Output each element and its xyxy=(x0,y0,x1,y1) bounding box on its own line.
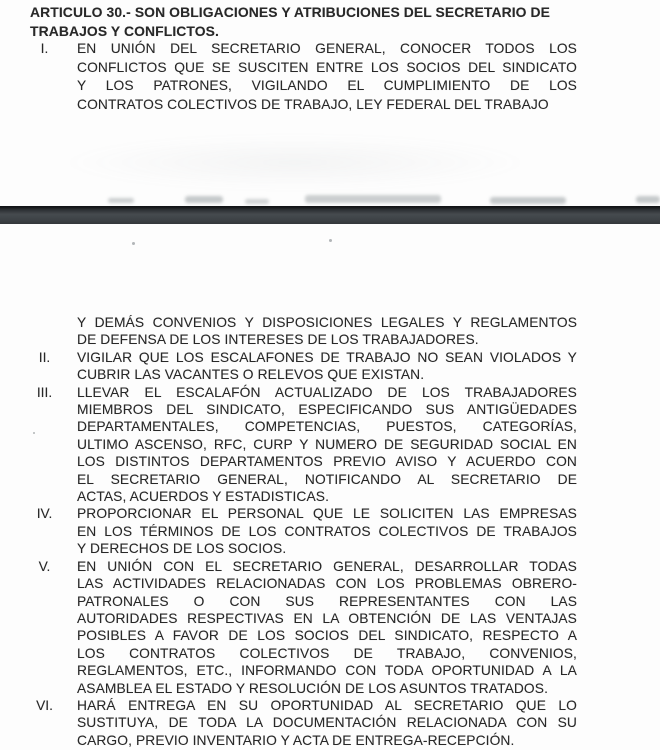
text-line: Y LOS PATRONES, VIGILANDO EL CUMPLIMIENTO DE LOS xyxy=(77,78,577,94)
article-title-line-1: ARTICULO 30.- SON OBLIGACIONES Y ATRIBUCIONES DEL SECRETARIO DE xyxy=(30,4,551,20)
obligation-item-IV xyxy=(30,505,660,557)
text-line: LOS DISTINTOS DEPARTAMENTOS PREVIO AVISO Y ACUERDO CON xyxy=(77,454,577,470)
item-paragraph xyxy=(77,558,577,697)
scan-smudge xyxy=(636,196,660,203)
scan-speck xyxy=(132,242,135,245)
scan-smudge xyxy=(108,198,134,203)
text-line: EN UNIÓN CON EL SECRETARIO GENERAL, DESARROLLAR TODAS xyxy=(77,558,577,574)
item-paragraph xyxy=(77,697,577,749)
text-line: DEPARTAMENTALES, COMPETENCIAS, PUESTOS, CATEGORÍAS, xyxy=(77,419,577,435)
obligation-item-VI xyxy=(30,697,660,749)
text-line: Y DEMÁS CONVENIOS Y DISPOSICIONES LEGALES Y REGLAMENTOS xyxy=(77,315,577,330)
item-numeral: V. xyxy=(38,558,51,574)
obligation-item-I-continuation xyxy=(30,314,660,349)
scan-smudge xyxy=(245,199,269,204)
text-line: EN UNIÓN DEL SECRETARIO GENERAL, CONOCER TODOS LOS xyxy=(77,41,577,57)
text-line: MIEMBROS DEL SINDICATO, ESPECIFICANDO SUS ANTIGÜEDADES xyxy=(77,402,577,418)
item-numeral: III. xyxy=(36,384,53,400)
text-line: CARGO, PREVIO INVENTARIO Y ACTA DE ENTREGA-RECEPCIÓN. xyxy=(77,732,515,748)
item-numeral: VI. xyxy=(36,697,53,713)
page2-content xyxy=(30,314,660,749)
text-line: HARÁ ENTREGA EN SU OPORTUNIDAD AL SECRETARIO QUE LO xyxy=(77,697,577,713)
item-numeral: I. xyxy=(40,41,49,57)
text-line: DE DEFENSA DE LOS INTERESES DE LOS TRABAJADORES. xyxy=(77,332,479,348)
text-line: POSIBLES A FAVOR DE LOS SOCIOS DEL SINDICATO, RESPECTO A xyxy=(77,628,577,644)
text-line: CONFLICTOS QUE SE SUSCITEN ENTRE LOS SOCIOS DEL SINDICATO xyxy=(77,59,577,75)
article-title-line-2: TRABAJOS Y CONFLICTOS. xyxy=(30,22,219,39)
text-line: CONTRATOS COLECTIVOS DE TRABAJO, LEY FEDERAL DEL TRABAJO xyxy=(77,96,549,112)
scan-smudge xyxy=(490,197,566,204)
text-line: EL SECRETARIO GENERAL, NOTIFICANDO AL SECRETARIO DE xyxy=(77,471,577,487)
scan-noise-cloud xyxy=(60,135,530,190)
scan-smudge xyxy=(185,196,223,203)
text-line: EN LOS TÉRMINOS DE LOS CONTRATOS COLECTIVOS DE TRABAJOS xyxy=(77,523,577,539)
obligation-item-I xyxy=(30,40,660,114)
page-break-band xyxy=(0,206,660,224)
text-line: LAS ACTIVIDADES RELACIONADAS CON LOS PROBLEMAS OBRERO- xyxy=(77,576,577,592)
obligation-item-II xyxy=(30,349,660,384)
scan-smudge xyxy=(305,195,441,203)
page1-content xyxy=(30,3,660,115)
scan-speck xyxy=(329,239,332,242)
item-paragraph xyxy=(77,505,577,557)
item-numeral: IV. xyxy=(36,506,53,522)
text-line: AUTORIDADES RESPECTIVAS EN LA OBTENCIÓN DE LAS VENTAJAS xyxy=(77,610,577,626)
text-line: Y DERECHOS DE LOS SOCIOS. xyxy=(77,541,287,557)
text-line: ULTIMO ASCENSO, RFC, CURP Y NUMERO DE SEGURIDAD SOCIAL EN xyxy=(77,436,577,452)
item-paragraph xyxy=(77,349,577,384)
obligation-item-III xyxy=(30,384,660,506)
text-line: LOS CONTRATOS COLECTIVOS DE TRABAJO, CONVENIOS, xyxy=(77,645,577,661)
article-title xyxy=(30,3,660,40)
item-paragraph xyxy=(77,40,577,114)
text-line: REGLAMENTOS, ETC., INFORMANDO CON TODA OPORTUNIDAD A LA xyxy=(77,663,577,679)
text-line: VIGILAR QUE LOS ESCALAFONES DE TRABAJO NO SEAN VIOLADOS Y xyxy=(77,349,577,365)
text-line: PATRONALES O CON SUS REPRESENTANTES CON LAS xyxy=(77,593,577,609)
text-line: ACTAS, ACUERDOS Y ESTADISTICAS. xyxy=(77,489,330,505)
text-line: ASAMBLEA EL ESTADO Y RESOLUCIÓN DE LOS ASUNTOS TRATADOS. xyxy=(77,680,549,696)
obligation-item-V xyxy=(30,558,660,697)
text-line: SUSTITUYA, DE TODA LA DOCUMENTACIÓN RELACIONADA CON SU xyxy=(77,715,577,731)
item-numeral: II. xyxy=(38,349,51,365)
text-line: CUBRIR LAS VACANTES O RELEVOS QUE EXISTAN. xyxy=(77,367,425,383)
text-line: PROPORCIONAR EL PERSONAL QUE LE SOLICITEN LAS EMPRESAS xyxy=(77,506,577,522)
item-paragraph xyxy=(77,314,577,349)
text-line: LLEVAR EL ESCALAFÓN ACTUALIZADO DE LOS TRABAJADORES xyxy=(77,384,577,400)
item-paragraph xyxy=(77,384,577,506)
